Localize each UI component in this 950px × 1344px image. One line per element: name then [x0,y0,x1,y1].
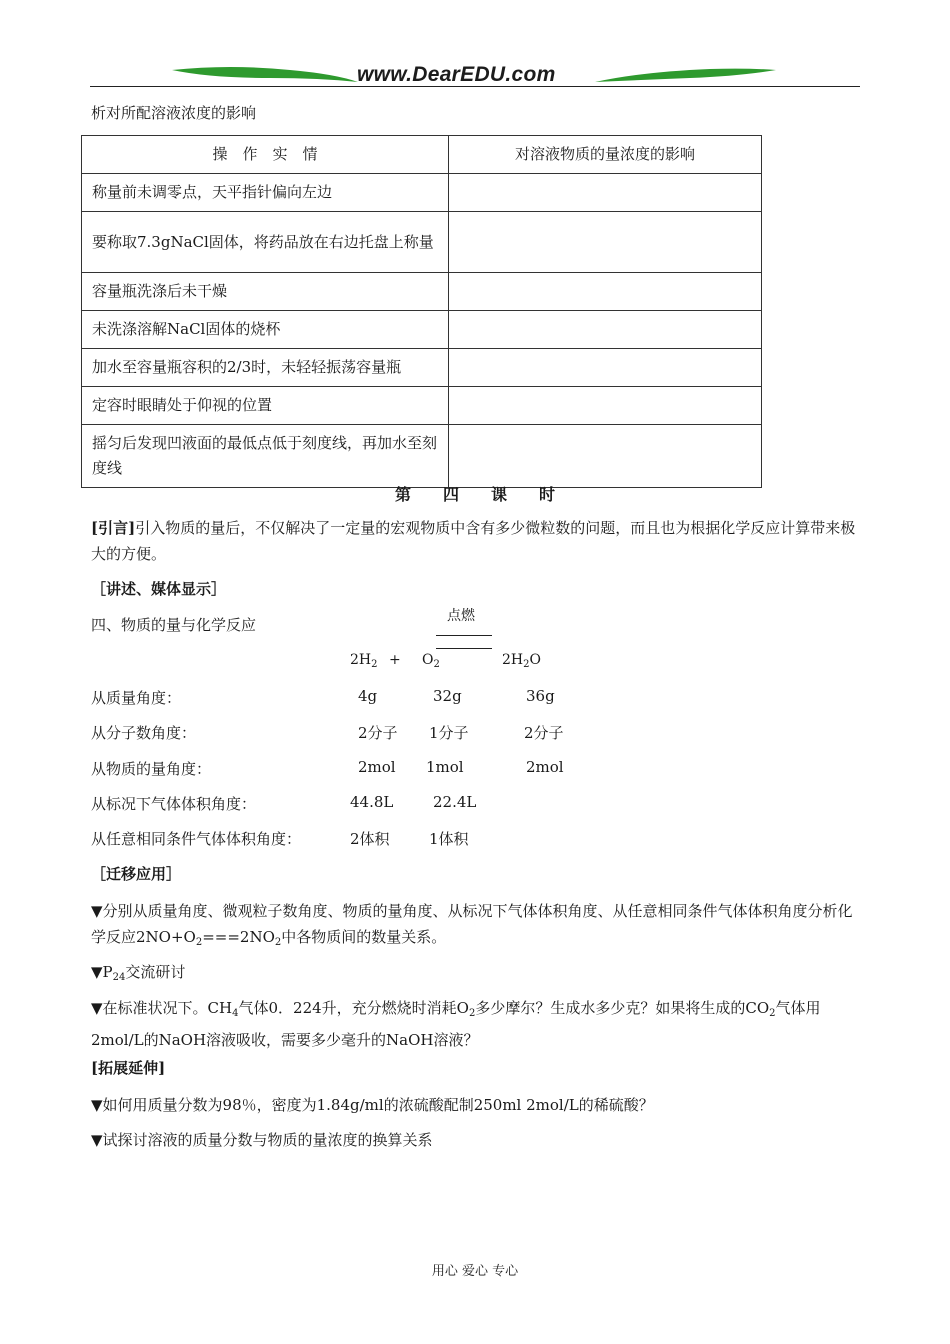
condition-bar-top [436,635,492,636]
intro-line: 析对所配溶液浓度的影响 [91,104,257,122]
header-rule [90,86,860,87]
equation-reactant-h2: $2H_2$ [350,652,378,670]
extension-item-1: ▼如何用质量分数为98％，密度为1.84g/ml的浓硫酸配制250ml 2mol/L的稀硫酸？ [91,1096,654,1114]
transfer-item-1: ▼分别从质量角度、微观粒子数角度、物质的量角度、从标况下气体体积角度、从任意相同条件气体体积角度分析化学反应$2NO+O_2===2NO_2$中各物质间的数量关系。 [91,902,853,948]
table-row [82,174,762,212]
table-header-operation: 操 作 实 情 [82,136,449,174]
table-cell-operation: 加水至容量瓶容积的2/3时，未轻轻振荡容量瓶 [82,349,449,387]
table-header-row [82,136,762,174]
transfer-item-3: ▼在标准状况下。$CH_4$气体0．224升，充分燃烧时消耗$O_2$多少摩尔？生成水多少克？如果将生成的$CO_2$气体用2mol/L的NaOH溶液吸收，需要多少毫升的NaOH溶液？ [91,999,821,1049]
intro-text: 引入物质的量后，不仅解决了一定量的宏观物质中含有多少微粒数的问题，而且也为根据化学反应计算带来极大的方便。 [91,519,856,563]
site-logo-text: www.DearEDU.com [357,63,556,86]
table-cell-operation: 定容时眼睛处于仰视的位置 [82,387,449,425]
reaction-condition: 点燃 [447,608,475,624]
table-row [82,387,762,425]
table-cell-effect [449,425,762,488]
lesson-title: 第 四 课 时 [394,485,555,504]
table-cell-effect [449,349,762,387]
table-cell-operation: 摇匀后发现凹液面的最低点低于刻度线，再加水至刻度线 [82,425,449,488]
intro-tag: [引言] [91,519,136,537]
page-footer: 用心 爱心 专心 [431,1264,519,1279]
table-row [82,425,762,488]
table-header-effect: 对溶液物质的量浓度的影响 [449,136,762,174]
operations-table [81,135,762,488]
extension-tag: [拓展延伸] [91,1059,166,1077]
condition-bar-bottom [436,648,492,649]
table-cell-operation: 要称取7.3gNaCl固体，将药品放在右边托盘上称量 [82,212,449,273]
section-title: 四、物质的量与化学反应 [91,616,257,634]
table-cell-effect [449,212,762,273]
table-cell-operation: 称量前未调零点，天平指针偏向左边 [82,174,449,212]
equation-plus: + [389,652,401,668]
table-cell-effect [449,174,762,212]
table-cell-effect [449,387,762,425]
transfer-item-2: $▼P_{24}$交流研讨 [91,963,186,983]
equation-product-h2o: $2H_2O$ [502,652,541,670]
table-row [82,273,762,311]
table-cell-effect [449,273,762,311]
table-cell-effect [449,311,762,349]
table-row [82,311,762,349]
lecture-tag: ［讲述、媒体显示］ [91,580,227,598]
table-cell-operation: 未洗涤溶解NaCl固体的烧杯 [82,311,449,349]
table-row [82,349,762,387]
extension-item-2: ▼试探讨溶液的质量分数与物质的量浓度的换算关系 [91,1131,433,1149]
intro-paragraph [91,515,863,567]
equation-reactant-o2: $O_2$ [422,652,440,670]
transfer-tag: ［迁移应用］ [91,865,182,883]
table-row [82,212,762,273]
table-cell-operation: 容量瓶洗涤后未干燥 [82,273,449,311]
